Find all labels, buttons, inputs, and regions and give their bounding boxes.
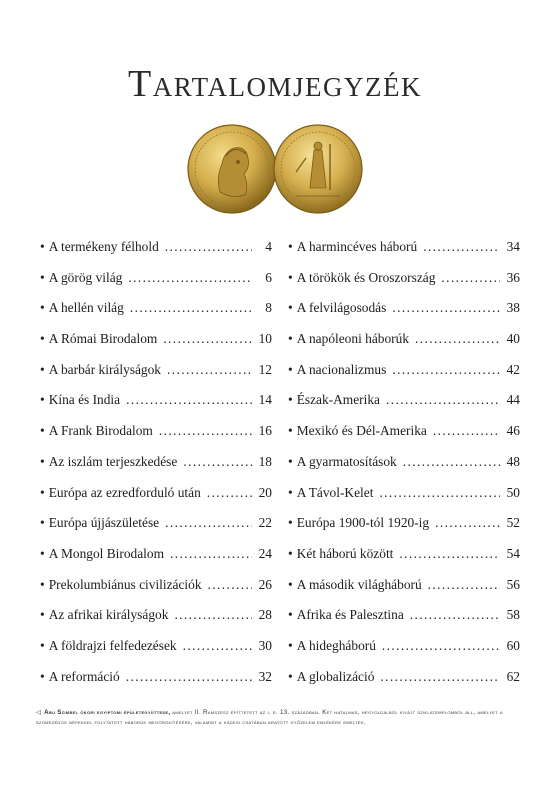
toc-entry-page: 48 [506, 453, 520, 469]
toc-entry[interactable] [40, 416, 272, 447]
toc-leader-dots [165, 232, 252, 263]
toc-entry-page: 50 [506, 484, 520, 500]
toc-entry-page: 20 [258, 484, 272, 500]
toc-entry[interactable] [288, 478, 520, 509]
toc-entry-title: A globalizáció [296, 668, 375, 684]
toc-entry[interactable] [288, 355, 520, 386]
toc-leader-dots [415, 324, 500, 355]
toc-entry-page: 46 [506, 423, 520, 439]
toc-entry[interactable] [40, 355, 272, 386]
toc-entry-page: 14 [258, 392, 272, 408]
toc-entry-page: 6 [265, 269, 272, 285]
bullet-icon: • [288, 607, 293, 623]
toc-entry-title: Európa újjászületése [48, 515, 160, 531]
caption-lead: Abu Szimbel ókori egyiptomi épületegyüttese, [44, 709, 171, 716]
bullet-icon: • [40, 331, 45, 347]
toc-leader-dots [207, 478, 252, 509]
toc-entry[interactable] [40, 232, 272, 263]
toc-entry-page: 60 [506, 637, 520, 653]
toc-entry[interactable] [40, 385, 272, 416]
toc-entry-title: A napóleoni háborúk [296, 331, 410, 347]
bullet-icon: • [40, 239, 45, 254]
toc-leader-dots [380, 662, 500, 693]
toc-column-left [40, 232, 272, 692]
bullet-icon: • [40, 361, 45, 377]
toc-entry-page: 38 [506, 300, 520, 316]
bullet-icon: • [40, 607, 45, 623]
toc-entry[interactable] [40, 263, 272, 294]
toc-leader-dots [128, 263, 252, 294]
toc-entry-title: A földrajzi felfedezések [48, 637, 177, 653]
toc-entry-title: Az afrikai királyságok [48, 607, 169, 623]
toc-leader-dots [183, 447, 252, 478]
toc-leader-dots [435, 508, 500, 539]
toc-entry-title: Észak-Amerika [296, 392, 380, 408]
toc-entry-page: 62 [506, 668, 520, 684]
toc-leader-dots [379, 478, 500, 509]
toc-entry[interactable] [40, 324, 272, 355]
bullet-icon: • [288, 515, 293, 531]
toc-entry-page: 58 [506, 607, 520, 623]
toc-entry-title: A hellén világ [48, 300, 124, 316]
toc-entry-title: A Mongol Birodalom [48, 545, 165, 561]
toc-leader-dots [126, 385, 252, 416]
toc-entry[interactable] [40, 508, 272, 539]
bullet-icon: • [288, 453, 293, 469]
toc-entry-page: 4 [265, 239, 272, 254]
bullet-icon: • [288, 484, 293, 500]
bullet-icon: • [40, 668, 45, 684]
bullet-icon: • [288, 269, 293, 285]
toc-entry[interactable] [288, 570, 520, 601]
toc-entry-title: Két háború között [296, 545, 394, 561]
toc-leader-dots [423, 232, 500, 263]
toc-entry[interactable] [288, 662, 520, 693]
toc-entry[interactable] [288, 385, 520, 416]
toc-entry[interactable] [288, 232, 520, 263]
bullet-icon: • [288, 423, 293, 439]
toc-entry-page: 52 [506, 515, 520, 531]
toc-leader-dots [130, 293, 252, 324]
bullet-icon: • [288, 300, 293, 316]
toc-entry-page: 34 [506, 239, 520, 254]
toc-entry-page: 56 [506, 576, 520, 592]
toc-entry-title: A Frank Birodalom [48, 423, 153, 439]
caption-text: amelyet II. Ramszesz építtetett az i. e. 13. században. Két hatalmas, hegyoldalból kivájt sziklatemplomból áll, amelyet a szomszédos népekkel folytatott háborúk megörökítésére, valamint a kádesi csatában aratott győzelem emlékére emeltek. [36, 709, 503, 726]
bullet-icon: • [40, 637, 45, 653]
bullet-icon: • [288, 361, 293, 377]
toc-entry-title: Az iszlám terjeszkedése [48, 453, 178, 469]
toc-entry-title: Európa az ezredforduló után [48, 484, 201, 500]
toc-entry-title: A felvilágosodás [296, 300, 387, 316]
toc-entry[interactable] [288, 293, 520, 324]
toc-entry-page: 54 [506, 545, 520, 561]
toc-leader-dots [174, 600, 252, 631]
toc-entry-title: A hidegháború [296, 637, 376, 653]
toc-entry-title: A törökök és Oroszország [296, 269, 436, 285]
toc-leader-dots [126, 662, 252, 693]
toc-entry-title: A második világháború [296, 576, 422, 592]
toc-column-right [288, 232, 520, 692]
toc-entry[interactable] [288, 416, 520, 447]
toc-entry-page: 22 [258, 515, 272, 531]
toc-entry[interactable] [288, 447, 520, 478]
caption-arrow: ◁ [36, 709, 42, 716]
toc-entry-title: A harmincéves háború [296, 239, 418, 254]
toc-leader-dots [441, 263, 500, 294]
toc-entry-page: 36 [506, 269, 520, 285]
toc-entry[interactable] [288, 263, 520, 294]
bullet-icon: • [40, 576, 45, 592]
toc-leader-dots [403, 447, 500, 478]
toc-leader-dots [170, 539, 252, 570]
toc-entry-title: A nacionalizmus [296, 361, 387, 377]
toc-entry[interactable] [40, 631, 272, 662]
toc-leader-dots [392, 355, 500, 386]
toc-entry[interactable] [40, 570, 272, 601]
toc-entry[interactable] [288, 631, 520, 662]
toc-leader-dots [386, 385, 500, 416]
toc-entry[interactable] [40, 447, 272, 478]
toc-leader-dots [167, 355, 252, 386]
toc-entry-title: A termékeny félhold [48, 239, 159, 254]
toc-entry[interactable] [40, 539, 272, 570]
gold-coins-image [186, 122, 364, 218]
toc-entry-page: 26 [258, 576, 272, 592]
toc-entry-page: 40 [506, 331, 520, 347]
bullet-icon: • [288, 668, 293, 684]
toc-entry-title: Kína és India [48, 392, 121, 408]
toc-entry[interactable] [288, 539, 520, 570]
bullet-icon: • [40, 453, 45, 469]
toc-leader-dots [183, 631, 252, 662]
toc-entry-page: 32 [258, 668, 272, 684]
toc-entry[interactable] [288, 324, 520, 355]
toc-entry-page: 8 [265, 300, 272, 316]
toc-entry-page: 10 [258, 331, 272, 347]
toc-leader-dots [163, 324, 252, 355]
bullet-icon: • [40, 392, 45, 408]
toc-entry-page: 12 [258, 361, 272, 377]
coin-reverse [274, 125, 362, 213]
bullet-icon: • [288, 331, 293, 347]
toc-entry-title: A gyarmatosítások [296, 453, 397, 469]
toc-entry-page: 44 [506, 392, 520, 408]
toc-entry-title: A barbár királyságok [48, 361, 161, 377]
toc-entry-title: Európa 1900-tól 1920-ig [296, 515, 430, 531]
bullet-icon: • [40, 515, 45, 531]
toc-entry[interactable] [40, 662, 272, 693]
toc-entry-title: Prekolumbiánus civilizációk [48, 576, 202, 592]
page-title: Tartalomjegyzék [128, 63, 422, 105]
toc-entry-title: A Távol-Kelet [296, 484, 374, 500]
bullet-icon: • [40, 300, 45, 316]
bullet-icon: • [288, 576, 293, 592]
coin-obverse [188, 125, 276, 213]
toc-leader-dots [399, 539, 500, 570]
bullet-icon: • [40, 484, 45, 500]
toc-entry[interactable] [40, 293, 272, 324]
toc-entry-title: Mexikó és Dél-Amerika [296, 423, 427, 439]
toc-leader-dots [433, 416, 500, 447]
bullet-icon: • [40, 423, 45, 439]
toc-entry[interactable] [288, 600, 520, 631]
toc-entry-title: A reformáció [48, 668, 120, 684]
toc-entry-page: 18 [258, 453, 272, 469]
bullet-icon: • [288, 637, 293, 653]
toc-entry-page: 30 [258, 637, 272, 653]
toc-leader-dots [382, 631, 500, 662]
bullet-icon: • [288, 392, 293, 408]
toc-entry-page: 16 [258, 423, 272, 439]
toc-entry[interactable] [40, 478, 272, 509]
toc-entry[interactable] [288, 508, 520, 539]
toc-entry-title: Afrika és Palesztina [296, 607, 404, 623]
toc-leader-dots [410, 600, 500, 631]
toc-entry-page: 28 [258, 607, 272, 623]
bullet-icon: • [288, 239, 293, 254]
bullet-icon: • [40, 269, 45, 285]
toc-leader-dots [428, 570, 500, 601]
bullet-icon: • [288, 545, 293, 561]
toc-entry-page: 42 [506, 361, 520, 377]
toc-leader-dots [159, 416, 252, 447]
toc-entry[interactable] [40, 600, 272, 631]
image-caption [36, 708, 506, 728]
bullet-icon: • [40, 545, 45, 561]
toc-leader-dots [208, 570, 252, 601]
toc-entry-title: A Római Birodalom [48, 331, 158, 347]
toc-entry-page: 24 [258, 545, 272, 561]
toc-leader-dots [392, 293, 500, 324]
toc-leader-dots [165, 508, 252, 539]
toc-entry-title: A görög világ [48, 269, 123, 285]
